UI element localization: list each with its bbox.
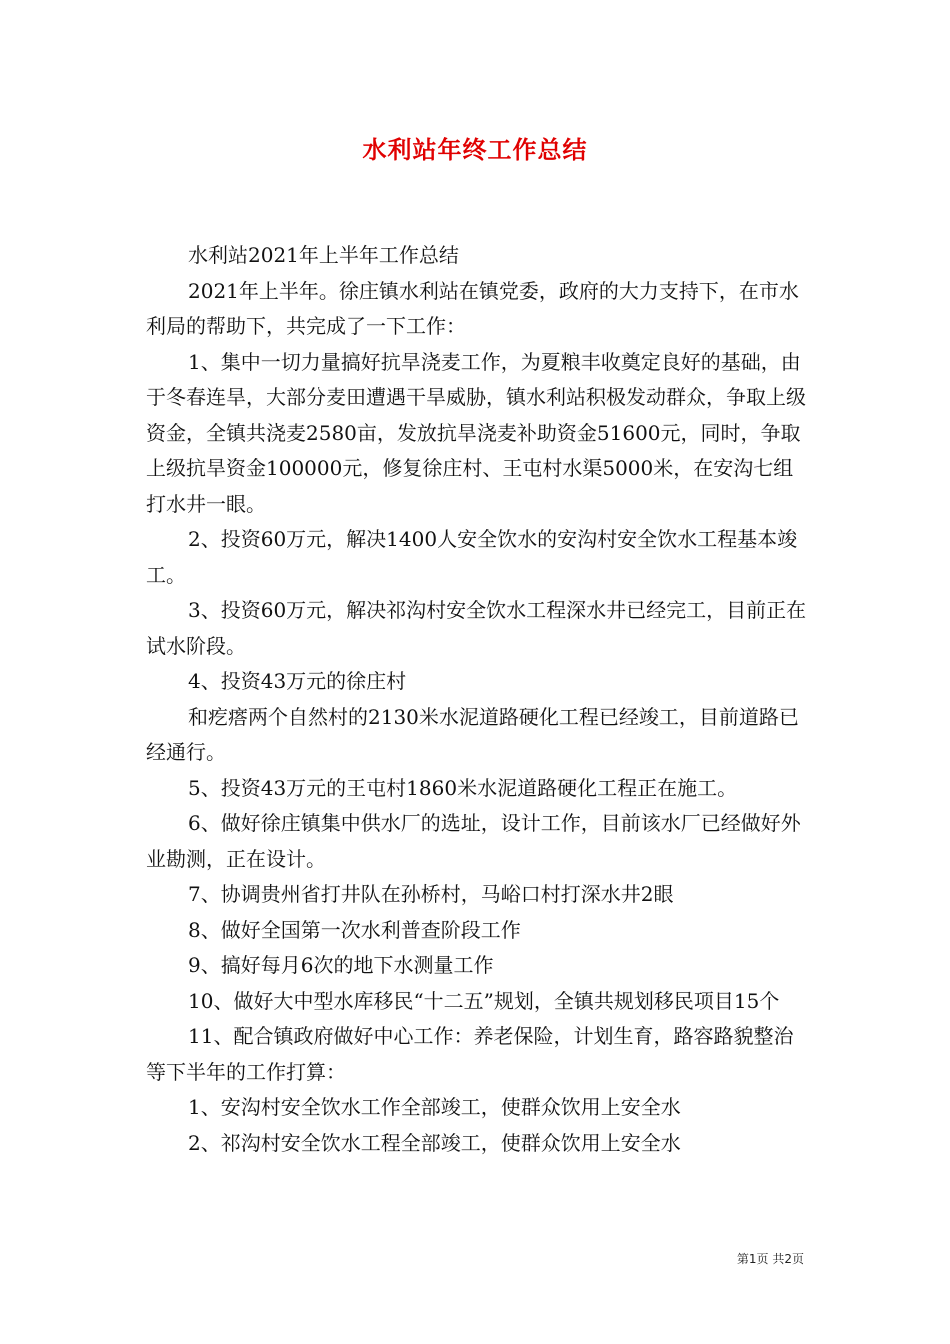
paragraph: 10、做好大中型水库移民“十二五”规划，全镇共规划移民项目15个 <box>188 988 780 1013</box>
page-number: 第1页 共2页 <box>736 1252 804 1266</box>
paragraph: 2021年上半年。徐庄镇水利站在镇党委，政府的大力支持下，在市水利局的帮助下，共完成了一下工作： <box>146 278 799 338</box>
paragraph: 8、做好全国第一次水利普查阶段工作 <box>188 917 521 942</box>
paragraph: 5、投资43万元的王屯村1860米水泥道路硬化工程正在施工。 <box>188 775 738 800</box>
paragraph: 7、协调贵州省打井队在孙桥村，马峪口村打深水井2眼 <box>188 882 674 906</box>
paragraph: 1、安沟村安全饮水工作全部竣工，使群众饮用上安全水 <box>188 1095 681 1119</box>
paragraph: 2、祁沟村安全饮水工程全部竣工，使群众饮用上安全水 <box>188 1130 681 1155</box>
paragraph: 6、做好徐庄镇集中供水厂的选址，设计工作，目前该水厂已经做好外业勘测，正在设计。 <box>146 811 801 871</box>
paragraph: 2、投资60万元，解决1400人安全饮水的安沟村安全饮水工程基本竣工。 <box>146 527 798 587</box>
paragraph: 1、集中一切力量搞好抗旱浇麦工作，为夏粮丰收奠定良好的基础，由于冬春连旱，大部分麦田遭遇干旱威胁，镇水利站积极发动群众，争取上级资金，全镇共浇麦2580亩，发放抗旱浇麦补助资金51600元，同时，争取上级抗旱资金100000元，修复徐庄村、王屯村水渠5000米，在安沟七组打水井一眼。 <box>146 349 806 516</box>
document-body <box>146 238 808 1161</box>
paragraph: 4、投资43万元的徐庄村 <box>188 669 407 693</box>
paragraph: 9、搞好每月6次的地下水测量工作 <box>188 953 494 977</box>
paragraph: 3、投资60万元，解决祁沟村安全饮水工程深水井已经完工，目前正在试水阶段。 <box>146 598 807 658</box>
paragraph: 水利站2021年上半年工作总结 <box>188 243 459 267</box>
document-title: 水利站年终工作总结 <box>362 136 588 164</box>
paragraph: 11、配合镇政府做好中心工作：养老保险，计划生育，路容路貌整治等下半年的工作打算： <box>146 1024 794 1084</box>
paragraph: 和疙瘩两个自然村的2130米水泥道路硬化工程已经竣工，目前道路已经通行。 <box>146 704 799 764</box>
